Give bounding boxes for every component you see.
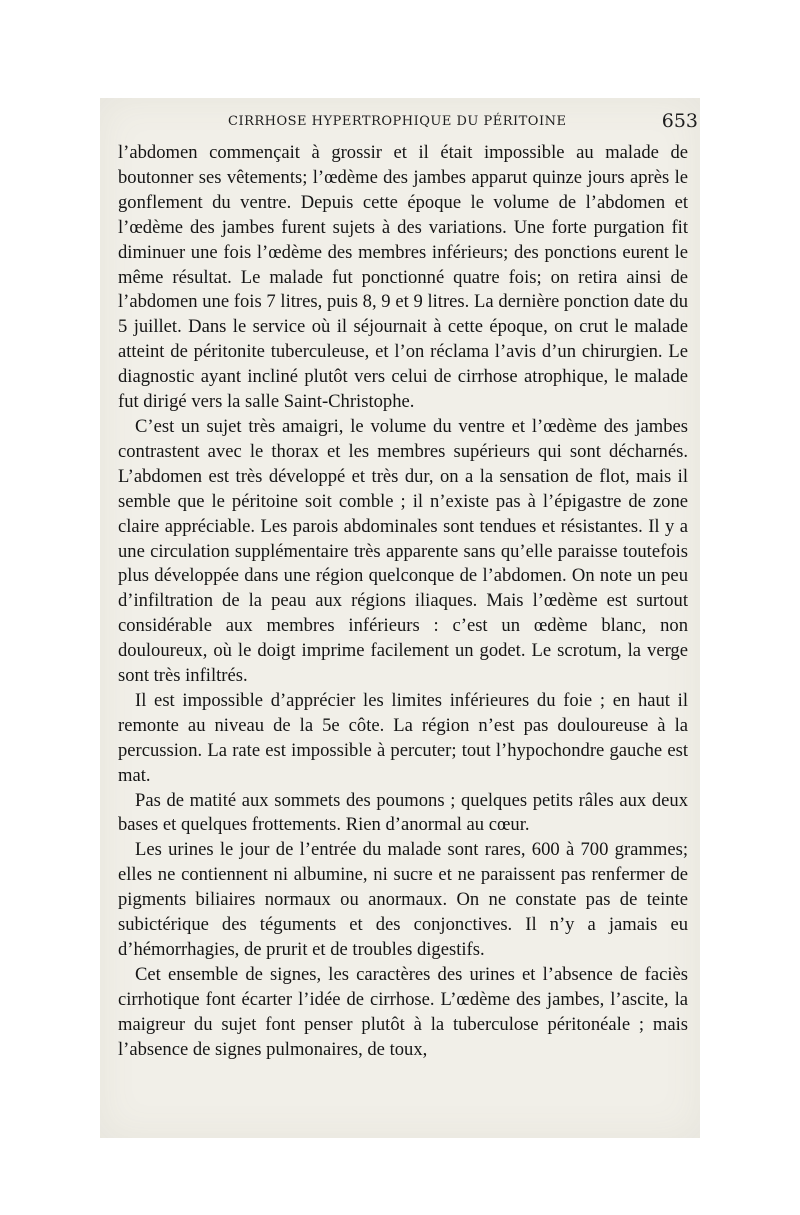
running-head: CIRRHOSE HYPERTROPHIQUE DU PÉRITOINE <box>228 114 567 129</box>
paragraph: C’est un sujet très amaigri, le volume du ventre et l’œdème des jambes contrastent avec le thorax et les membres supérieurs qui sont décharnés. L’abdomen est très développé et très dur, on a la sensation de flot, mais il semble que le péritoine soit comble ; il n’existe pas à l’épigastre de zone claire appréciable. Les parois abdominales sont tendues et résistantes. Il y a une circulation supplémentaire très apparente sans qu’elle paraisse toutefois plus développée dans une région quelconque de l’abdomen. On note un peu d’infiltration de la peau aux régions iliaques. Mais l’œdème est surtout considérable aux membres inférieurs : c’est un œdème blanc, non douloureux, où le doigt imprime facilement un godet. Le scrotum, la verge sont très infiltrés. <box>118 415 688 687</box>
paragraph: Les urines le jour de l’entrée du malade sont rares, 600 à 700 grammes; elles ne contiennent ni albumine, ni sucre et ne paraissent pas renfermer de pigments biliaires normaux ou anormaux. On ne constate pas de teinte subictérique des téguments et des conjonctives. Il n’y a jamais eu d’hémorrhagies, de prurit et de troubles digestifs. <box>118 839 688 960</box>
body-text <box>118 141 688 1063</box>
paragraph: Cet ensemble de signes, les caractères des urines et l’absence de faciès cirrhotique font écarter l’idée de cirrhose. L’œdème des jambes, l’ascite, la maigreur du sujet font penser plutôt à la tuberculose péritonéale ; mais l’absence de signes pulmonaires, de toux, <box>118 963 688 1060</box>
book-page <box>100 98 700 1138</box>
page-header <box>118 108 698 136</box>
paragraph: Il est impossible d’apprécier les limites inférieures du foie ; en haut il remonte au niveau de la 5e côte. La région n’est pas douloureuse à la percussion. La rate est impossible à percuter; tout l’hypochondre gauche est mat. <box>118 689 688 786</box>
page-number: 653 <box>661 110 698 132</box>
paragraph: Pas de matité aux sommets des poumons ; quelques petits râles aux deux bases et quelques frottements. Rien d’anormal au cœur. <box>118 789 688 836</box>
paragraph: l’abdomen commençait à grossir et il était impossible au malade de boutonner ses vêtements; l’œdème des jambes apparut quinze jours après le gonflement du ventre. Depuis cette époque le volume de l’abdomen et l’œdème des jambes furent sujets à des variations. Une forte purgation fit diminuer une fois l’œdème des membres inférieurs; des ponctions eurent le même résultat. Le malade fut ponctionné quatre fois; on retira ainsi de l’abdomen une fois 7 litres, puis 8, 9 et 9 litres. La dernière ponction date du 5 juillet. Dans le service où il séjournait à cette époque, on crut le malade atteint de péritonite tuberculeuse, et l’on réclama l’avis d’un chirurgien. Le diagnostic ayant incliné plutôt vers celui de cirrhose atrophique, le malade fut dirigé vers la salle Saint-Christophe. <box>118 142 688 413</box>
